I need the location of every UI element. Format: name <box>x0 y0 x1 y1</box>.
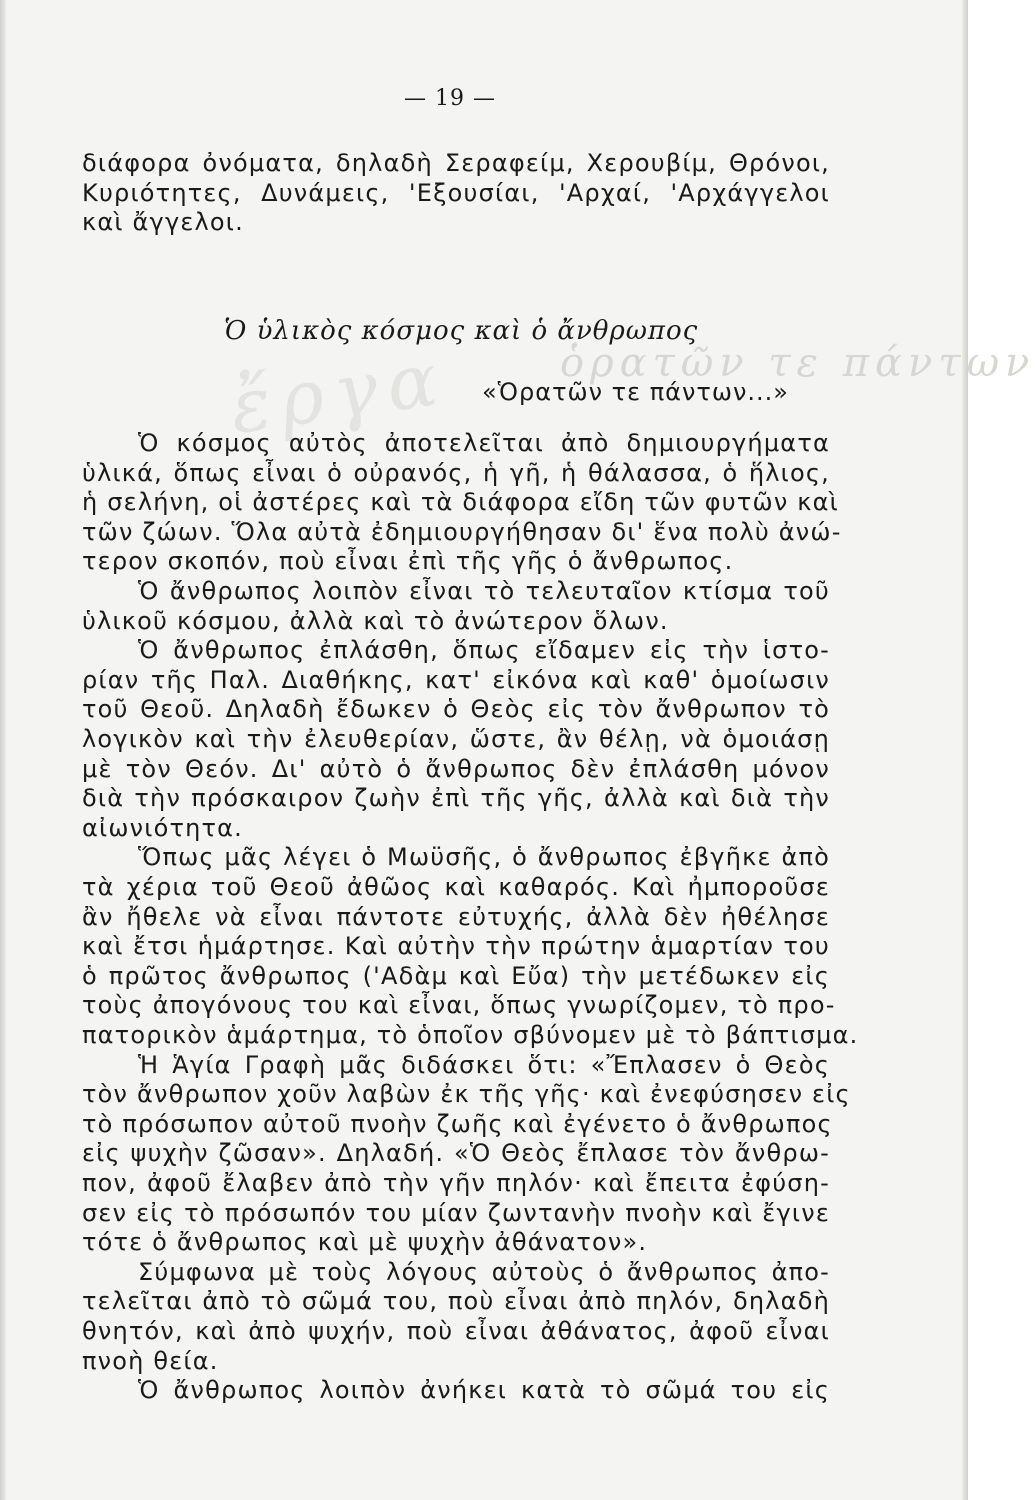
intro-line: καὶ ἄγγελοι. <box>82 208 244 236</box>
page-number: — 19 — <box>404 86 496 111</box>
body-line: ρίαν τῆς Παλ. Διαθήκης, κατ' εἰκόνα καὶ καθ' ὁμοίωσιν <box>82 666 830 694</box>
body-line: λογικὸν καὶ τὴν ἐλευθερίαν, ὥστε, ἂν θέλῃ, νὰ ὁμοιάσῃ <box>82 725 830 753</box>
body-line: καὶ ἔτσι ἡμάρτησε. Καὶ αὐτὴν τὴν πρώτην ἁμαρτίαν του <box>82 932 830 960</box>
body-line: τοῦ Θεοῦ. Δηλαδὴ ἔδωκεν ὁ Θεὸς εἰς τὸν ἄνθρωπον τὸ <box>82 695 830 723</box>
section-epigraph: «Ὁρατῶν τε πάντων...» <box>482 378 789 406</box>
body-line: Σύμφωνα μὲ τοὺς λόγους αὐτοὺς ὁ ἄνθρωπος ἀπο- <box>138 1258 830 1286</box>
body-line: Ὁ κόσμος αὐτὸς ἀποτελεῖται ἀπὸ δημιουργήματα <box>138 429 830 457</box>
faint-handwriting-large: ἔργα <box>225 335 453 451</box>
body-line: τελεῖται ἀπὸ τὸ σῶμά του, ποὺ εἶναι ἀπὸ πηλόν, δηλαδὴ <box>82 1287 830 1315</box>
intro-line: διάφορα ὀνόματα, δηλαδὴ Σεραφείμ, Χερουβίμ, Θρόνοι, <box>82 149 830 177</box>
body-line: ἂν ἤθελε νὰ εἶναι πάντοτε εὐτυχής, ἀλλὰ δὲν ἠθέλησε <box>82 903 830 931</box>
body-line: τὸ πρόσωπον αὐτοῦ πνοὴν ζωῆς καὶ ἐγένετο ὁ ἄνθρωπος <box>82 1110 833 1138</box>
body-line: πον, ἀφοῦ ἔλαβεν ἀπὸ τὴν γῆν πηλόν· καὶ ἔπειτα ἐφύση- <box>82 1169 830 1197</box>
page-left-edge <box>0 0 6 1500</box>
body-line: αἰωνιότητα. <box>82 814 244 842</box>
body-line: τερον σκοπόν, ποὺ εἶναι ἐπὶ τῆς γῆς ὁ ἄνθρωπος. <box>82 547 734 575</box>
body-line: ὑλικοῦ κόσμου, ἀλλὰ καὶ τὸ ἀνώτερον ὅλων. <box>82 607 669 635</box>
body-line: ὑλικά, ὅπως εἶναι ὁ οὐρανός, ἡ γῆ, ἡ θάλασσα, ὁ ἥλιος, <box>82 459 830 487</box>
page-right-edge <box>962 0 968 1500</box>
body-line: σεν εἰς τὸ πρόσωπόν του μίαν ζωντανὴν πνοὴν καὶ ἔγινε <box>82 1199 830 1227</box>
body-line: Ὁ ἄνθρωπος ἐπλάσθη, ὅπως εἴδαμεν εἰς τὴν ἱστο- <box>138 636 830 664</box>
intro-line: Κυριότητες, Δυνάμεις, 'Εξουσίαι, 'Αρχαί, 'Αρχάγγελοι <box>82 179 830 207</box>
body-line: Ὁ ἄνθρωπος λοιπὸν ἀνήκει κατὰ τὸ σῶμά του εἰς <box>138 1376 830 1404</box>
section-heading: Ὁ ὑλικὸς κόσμος καὶ ὁ ἄνθρωπος <box>224 316 699 346</box>
body-line: πατορικὸν ἁμάρτημα, τὸ ὁποῖον σβύνομεν μὲ τὸ βάπτισμα. <box>82 1021 859 1049</box>
body-line: τῶν ζώων. Ὅλα αὐτὰ ἐδημιουργήθησαν δι' ἕνα πολὺ ἀνώ- <box>82 518 842 546</box>
body-line: τὸν ἄνθρωπον χοῦν λαβὼν ἐκ τῆς γῆς· καὶ ἐνεφύσησεν εἰς <box>82 1080 851 1108</box>
body-line: πνοὴ θεία. <box>82 1347 219 1375</box>
body-line: Ὁ ἄνθρωπος λοιπὸν εἶναι τὸ τελευταῖον κτίσμα τοῦ <box>138 577 830 605</box>
body-line: τὰ χέρια τοῦ Θεοῦ ἀθῶος καὶ καθαρός. Καὶ ἠμποροῦσε <box>82 873 830 901</box>
body-line: εἰς ψυχὴν ζῶσαν». Δηλαδή. «Ὁ Θεὸς ἔπλασε τὸν ἄνθρω- <box>82 1139 830 1167</box>
body-line: τοὺς ἀπογόνους του καὶ εἶναι, ὅπως γνωρίζομεν, τὸ προ- <box>82 991 836 1019</box>
body-line: μὲ τὸν Θεόν. Δι' αὐτὸ ὁ ἄνθρωπος δὲν ἐπλάσθη μόνον <box>82 755 830 783</box>
body-line: θνητόν, καὶ ἀπὸ ψυχήν, ποὺ εἶναι ἀθάνατος, ἀφοῦ εἶναι <box>82 1317 830 1345</box>
faint-handwriting-annotation: ὁρατῶν τε πάντων <box>560 340 1035 386</box>
body-line: τότε ὁ ἄνθρωπος καὶ μὲ ψυχὴν ἀθάνατον». <box>82 1228 648 1256</box>
body-line: ὁ πρῶτος ἄνθρωπος ('Αδὰμ καὶ Εὔα) τὴν μετέδωκεν εἰς <box>82 962 830 990</box>
body-line: ἡ σελήνη, οἱ ἀστέρες καὶ τὰ διάφορα εἴδη τῶν φυτῶν καὶ <box>82 488 839 516</box>
body-line: διὰ τὴν πρόσκαιρον ζωὴν ἐπὶ τῆς γῆς, ἀλλὰ καὶ διὰ τὴν <box>82 784 830 812</box>
body-line: Ὅπως μᾶς λέγει ὁ Μωϋσῆς, ὁ ἄνθρωπος ἐβγῆκε ἀπὸ <box>138 843 830 871</box>
body-line: Ἡ Ἁγία Γραφὴ μᾶς διδάσκει ὅτι: «Ἔπλασεν ὁ Θεὸς <box>138 1051 830 1079</box>
